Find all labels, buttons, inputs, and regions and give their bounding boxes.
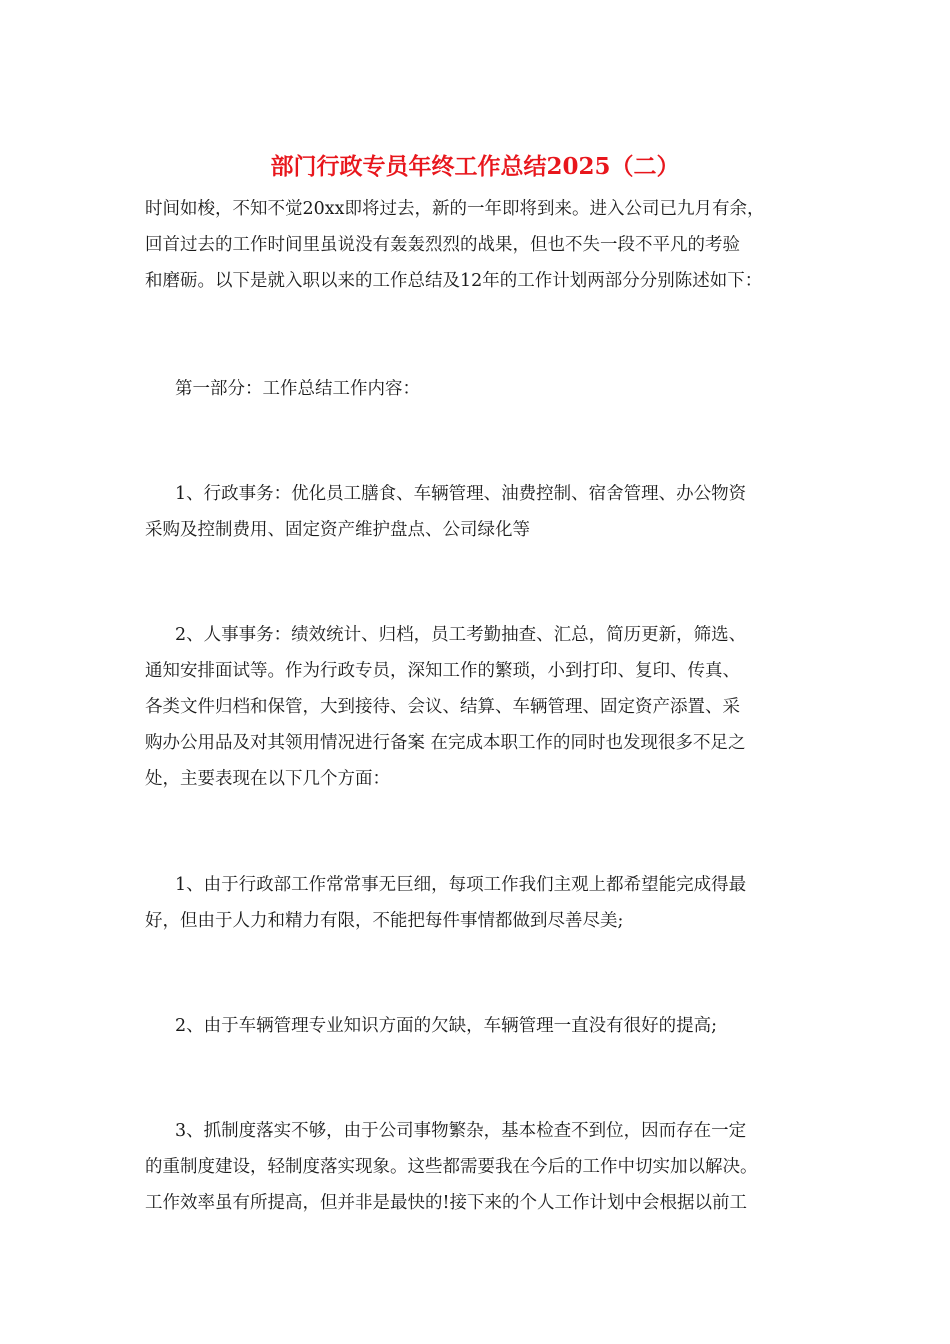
paragraph-line: 3、抓制度落实不够，由于公司事物繁杂，基本检查不到位，因而存在一定	[175, 1121, 747, 1141]
paragraph-line: 处，主要表现在以下几个方面：	[145, 769, 390, 789]
paragraph-line: 回首过去的工作时间里虽说没有轰轰烈烈的战果，但也不失一段不平凡的考验	[145, 235, 740, 255]
paragraph-line: 和磨砺。以下是就入职以来的工作总结及12年的工作计划两部分分别陈述如下：	[145, 271, 763, 291]
paragraph-line: 工作效率虽有所提高，但并非是最快的!接下来的个人工作计划中会根据以前工	[145, 1193, 748, 1213]
document-title: 部门行政专员年终工作总结2025（二）	[270, 153, 680, 180]
section-heading: 第一部分：工作总结工作内容：	[175, 379, 420, 399]
paragraph-line: 通知安排面试等。作为行政专员，深知工作的繁琐，小到打印、复印、传真、	[145, 661, 740, 681]
paragraph-line: 采购及控制费用、固定资产维护盘点、公司绿化等	[145, 520, 530, 540]
paragraph-line: 1、行政事务：优化员工膳食、车辆管理、油费控制、宿舍管理、办公物资	[175, 484, 747, 504]
paragraph-line: 各类文件归档和保管，大到接待、会议、结算、车辆管理、固定资产添置、采	[145, 697, 740, 717]
paragraph-line: 好，但由于人力和精力有限，不能把每件事情都做到尽善尽美;	[145, 911, 624, 931]
paragraph-line: 购办公用品及对其领用情况进行备案 在完成本职工作的同时也发现很多不足之	[145, 733, 746, 753]
paragraph-line: 的重制度建设，轻制度落实现象。这些都需要我在今后的工作中切实加以解决。	[145, 1157, 758, 1177]
paragraph-line: 2、由于车辆管理专业知识方面的欠缺，车辆管理一直没有很好的提高;	[175, 1016, 718, 1036]
paragraph-line: 1、由于行政部工作常常事无巨细，每项工作我们主观上都希望能完成得最	[175, 875, 747, 895]
paragraph-line: 时间如梭，不知不觉20xx即将过去，新的一年即将到来。进入公司已九月有余，	[145, 199, 765, 219]
paragraph-line: 2、人事事务：绩效统计、归档，员工考勤抽查、汇总，简历更新，筛选、	[175, 625, 747, 645]
